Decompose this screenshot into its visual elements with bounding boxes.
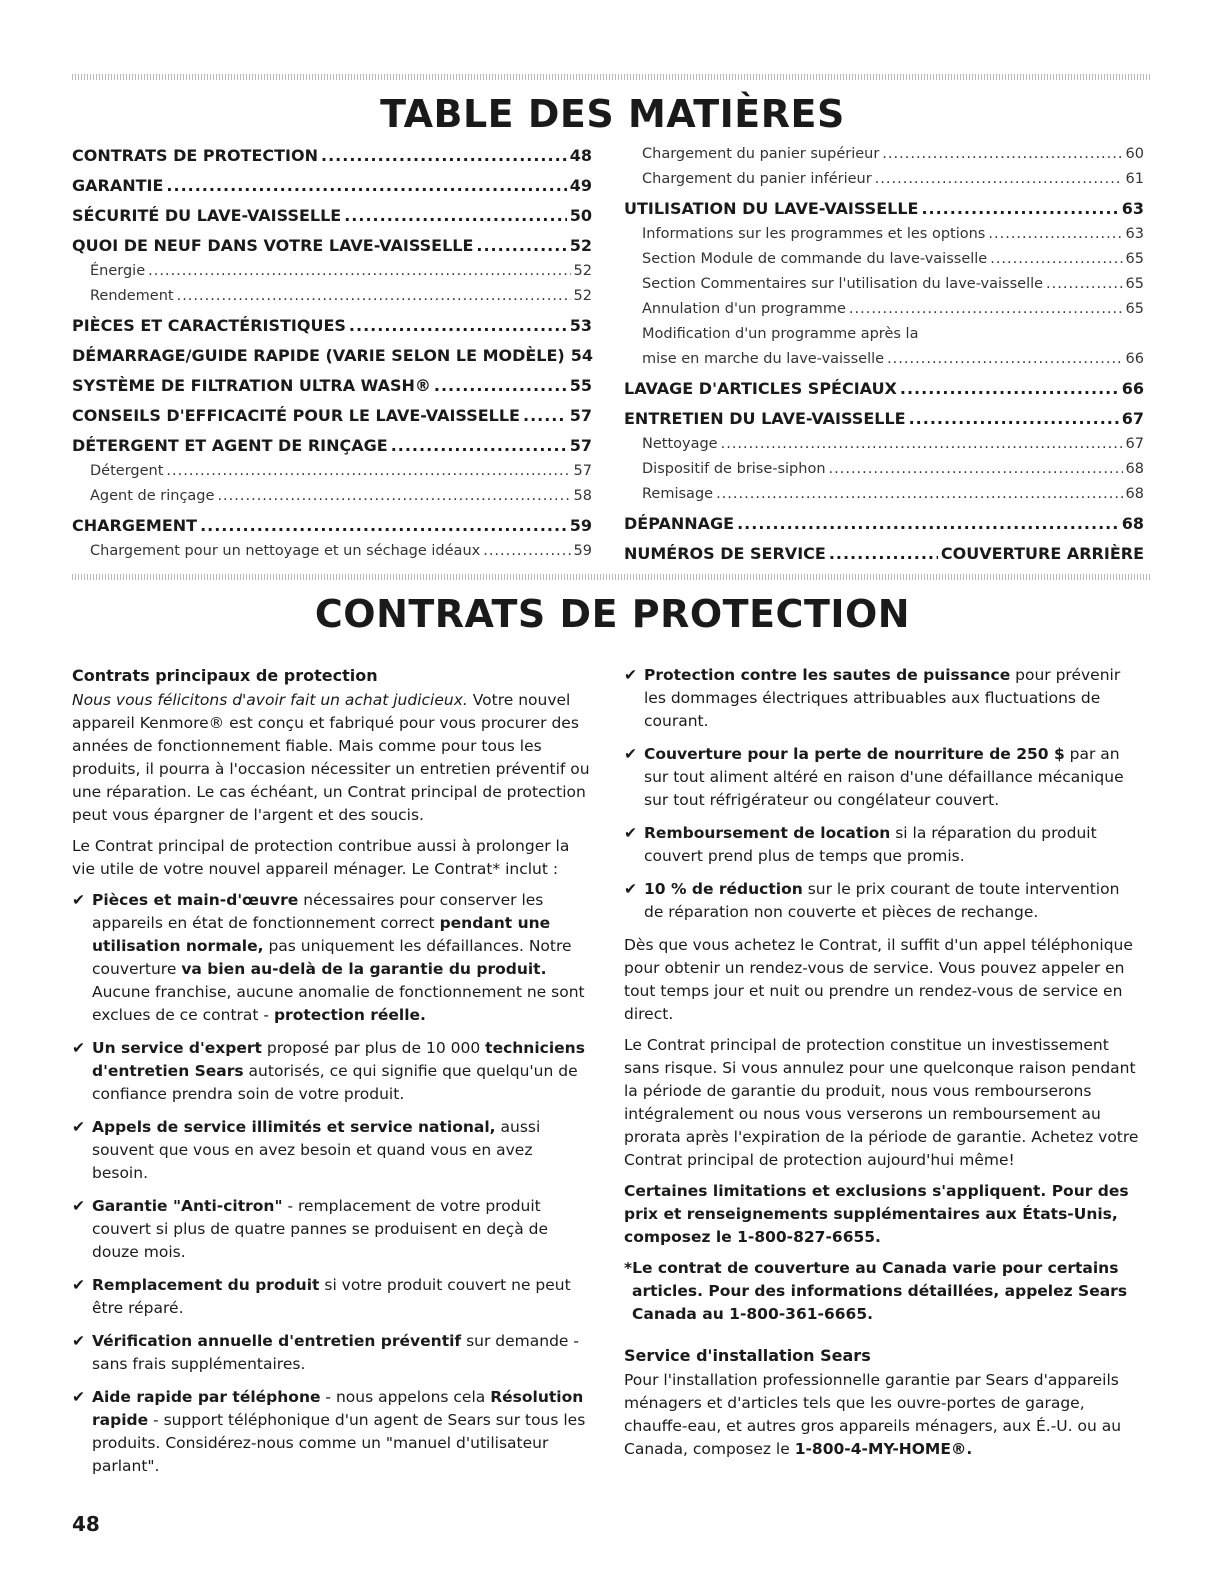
toc-entry-page: 68 — [1125, 486, 1144, 502]
toc-entry-page: 55 — [569, 376, 592, 395]
toc-entry-page: 52 — [573, 263, 592, 279]
toc-entry-label: ENTRETIEN DU LAVE-VAISSELLE — [624, 409, 906, 428]
toc-entry-page: COUVERTURE ARRIÈRE — [940, 544, 1144, 563]
toc-entry-label: Nettoyage — [642, 436, 718, 452]
risk-free-paragraph: Le Contrat principal de protection constitue un investissement sans risque. Si vous annulez pour une quelconque raison pendant la période de garantie du produit, nous vous rembourserons intégralement ou nous vous verserons un remboursement au prorata après l'expiration de la période de garantie. Achetez votre Contrat principal de protection aujourd'hui même! — [624, 1036, 1139, 1169]
toc-leader-dots — [1046, 276, 1123, 293]
toc-leader-dots — [909, 409, 1119, 428]
toc-entry — [72, 206, 592, 225]
left-column — [72, 664, 590, 1488]
toc-leader-dots — [523, 406, 567, 425]
toc-leader-dots — [716, 486, 1122, 503]
toc-entry-label: Section Commentaires sur l'utilisation du lave-vaisselle — [642, 276, 1044, 292]
toc-leader-dots — [166, 463, 570, 480]
toc-leader-dots — [166, 176, 566, 195]
benefit-parts-labor: ✔ Pièces et main-d'œuvre nécessaires pour conserver les appareils en état de fonctionnement correct pendant une utilisation normale, pas uniquement les défaillances. Notre couverture va bien au-delà de la garantie du produit. Aucune franchise, aucune anomalie de fonctionnement ne sont exclues de ce contrat - protection réelle. — [72, 891, 585, 1024]
toc-entry — [72, 516, 592, 535]
toc-leader-dots — [875, 171, 1123, 188]
toc-entry — [72, 316, 592, 335]
toc-entry-page: 60 — [1125, 146, 1144, 162]
toc-entry-page: 63 — [1125, 226, 1144, 242]
toc-entry — [72, 263, 592, 280]
toc-leader-dots — [829, 544, 938, 563]
toc-entry-page: 57 — [573, 463, 592, 479]
toc-leader-dots — [434, 376, 567, 395]
toc-entry-label: Énergie — [90, 263, 146, 279]
toc-entry-label: QUOI DE NEUF DANS VOTRE LAVE-VAISSELLE — [72, 236, 474, 255]
toc-entry-page: 49 — [569, 176, 592, 195]
toc-entry — [624, 436, 1144, 453]
toc-entry-label: Modification d'un programme après la — [642, 326, 919, 342]
toc-entry-label: NUMÉROS DE SERVICE — [624, 544, 826, 563]
toc-entry-label: Chargement du panier inférieur — [642, 171, 872, 187]
canada-note: *Le contrat de couverture au Canada varie pour certains articles. Pour des informations détaillées, appelez Sears Canada au 1-800-361-6665. — [624, 1259, 1128, 1323]
protection-heading: Contrats principaux de protection — [72, 666, 378, 685]
toc-entry-label: UTILISATION DU LAVE-VAISSELLE — [624, 199, 919, 218]
toc-leader-dots — [829, 461, 1123, 478]
toc-leader-dots — [900, 379, 1119, 398]
toc-leader-dots — [849, 301, 1123, 318]
benefit-annual-check: ✔ Vérification annuelle d'entretien préventif sur demande - sans frais supplémentaires. — [72, 1332, 579, 1373]
toc-leader-dots — [344, 206, 567, 225]
toc-title: TABLE DES MATIÈRES — [380, 92, 845, 136]
toc-leader-dots — [882, 146, 1122, 163]
toc-entry-label: SYSTÈME DE FILTRATION ULTRA WASH® — [72, 376, 431, 395]
toc-entry — [72, 406, 592, 425]
toc-entry-label: DÉPANNAGE — [624, 514, 735, 533]
benefit-product-replacement: ✔ Remplacement du produit si votre produit couvert ne peut être réparé. — [72, 1276, 571, 1317]
checkmark-icon: ✔ — [624, 666, 637, 684]
benefit-expert-service: ✔ Un service d'expert proposé par plus de 10 000 techniciens d'entretien Sears autorisés, ce qui signifie que quelqu'un de confiance prendra soin de votre produit. — [72, 1039, 585, 1103]
top-rule — [72, 74, 1152, 80]
toc-entry-label: Chargement du panier supérieur — [642, 146, 880, 162]
toc-entry — [624, 514, 1144, 533]
toc-entry-page: 59 — [573, 543, 592, 559]
page-number: 48 — [72, 1512, 100, 1536]
toc-leader-dots — [988, 226, 1122, 243]
toc-entry-label: PIÈCES ET CARACTÉRISTIQUES — [72, 316, 346, 335]
intro-paragraph: Nous vous félicitons d'avoir fait un achat judicieux. Votre nouvel appareil Kenmore® est conçu et fabriqué pour vous procurer des années de fonctionnement fiable. Mais comme pour tous les produits, il pourra à l'occasion nécessiter un entretien préventif ou une réparation. Le cas échéant, un Contrat principal de protection peut vous épargner de l'argent et des soucis. — [72, 691, 590, 824]
checkmark-icon: ✔ — [624, 880, 637, 898]
toc-entry — [72, 376, 592, 395]
toc-entry-label: SÉCURITÉ DU LAVE-VAISSELLE — [72, 206, 342, 225]
toc-entry — [624, 301, 1144, 318]
toc-leader-dots — [177, 288, 571, 305]
toc-entry — [624, 171, 1144, 188]
toc-entry-page: 52 — [573, 288, 592, 304]
toc-entry — [72, 488, 592, 505]
toc-entry — [624, 461, 1144, 478]
toc-entry-page: 68 — [1125, 461, 1144, 477]
appointment-paragraph: Dès que vous achetez le Contrat, il suffit d'un appel téléphonique pour obtenir un rendez-vous de service. Vous pouvez appeler en tout temps jour et nuit ou prendre un rendez-vous de service en direct. — [624, 936, 1133, 1023]
toc-entry-page: 67 — [1121, 409, 1144, 428]
checkmark-icon: ✔ — [624, 745, 637, 763]
toc-entry — [72, 436, 592, 455]
toc-entry-label: GARANTIE — [72, 176, 164, 195]
toc-entry-page: 53 — [569, 316, 592, 335]
toc-leader-dots — [887, 351, 1122, 368]
toc-entry-label: CONTRATS DE PROTECTION — [72, 146, 318, 165]
checkmark-icon: ✔ — [72, 891, 85, 909]
toc-entry-label: Rendement — [90, 288, 174, 304]
checkmark-icon: ✔ — [72, 1197, 85, 1215]
toc-entry-label: Détergent — [90, 463, 164, 479]
toc-entry-label: Informations sur les programmes et les options — [642, 226, 986, 242]
benefit-food-loss: ✔ Couverture pour la perte de nourriture de 250 $ par an sur tout aliment altéré en raison d'une défaillance mécanique sur tout réfrigérateur ou congélateur couvert. — [624, 745, 1124, 809]
toc-entry-label: Agent de rinçage — [90, 488, 215, 504]
toc-leader-dots — [321, 146, 567, 165]
middle-rule — [72, 574, 1152, 580]
checkmark-icon: ✔ — [72, 1332, 85, 1350]
toc-leader-dots — [217, 488, 570, 505]
toc-entry — [624, 351, 1144, 368]
installation-heading: Service d'installation Sears — [624, 1346, 871, 1365]
right-column — [624, 664, 1142, 1469]
toc-entry-label: Remisage — [642, 486, 714, 502]
toc-leader-dots — [483, 543, 570, 560]
toc-entry-label: DÉMARRAGE/GUIDE RAPIDE (VARIE SELON LE MODÈLE) — [72, 346, 565, 365]
toc-entry-label: Dispositif de brise-siphon — [642, 461, 826, 477]
toc-entry — [72, 236, 592, 255]
toc-entry-label: Chargement pour un nettoyage et un séchage idéaux — [90, 543, 481, 559]
benefit-phone-help: ✔ Aide rapide par téléphone - nous appelons cela Résolution rapide - support téléphonique d'un agent de Sears sur tous les produits. Considérez-nous comme un "manuel d'utilisateur parlant". — [72, 1388, 586, 1475]
toc-leader-dots — [737, 514, 1119, 533]
toc-leader-dots — [476, 236, 566, 255]
toc-leader-dots — [990, 251, 1122, 268]
toc-leader-dots — [200, 516, 567, 535]
section-title: CONTRATS DE PROTECTION — [314, 592, 911, 636]
toc-entry — [624, 409, 1144, 428]
toc-entry-page: 48 — [569, 146, 592, 165]
toc-entry-page: 65 — [1125, 301, 1144, 317]
benefit-power-surge: ✔ Protection contre les sautes de puissance pour prévenir les dommages électriques attribuables aux fluctuations de courant. — [624, 666, 1121, 730]
installation-paragraph: Pour l'installation professionnelle garantie par Sears d'appareils ménagers et d'articles tels que les ouvre-portes de garage, chauffe-eau, et autres gros appareils ménagers, aux É.-U. ou au Canada, composez le 1-800-4-MY-HOME®. — [624, 1371, 1122, 1458]
toc-leader-dots — [349, 316, 567, 335]
toc-entry — [624, 251, 1144, 268]
toc-entry — [624, 544, 1144, 563]
limitations-paragraph: Certaines limitations et exclusions s'appliquent. Pour des prix et renseignements supplémentaires aux États-Unis, composez le 1-800-827-6655. — [624, 1182, 1129, 1246]
toc-entry — [624, 146, 1144, 163]
toc-entry — [624, 326, 1144, 343]
toc-entry-page: 57 — [569, 406, 592, 425]
toc-entry-page: 52 — [569, 236, 592, 255]
checkmark-icon: ✔ — [624, 824, 637, 842]
toc-entry-page: 57 — [569, 436, 592, 455]
toc-entry — [72, 146, 592, 165]
benefit-discount: ✔ 10 % de réduction sur le prix courant de toute intervention de réparation non couverte et pièces de rechange. — [624, 880, 1120, 921]
toc-leader-dots — [721, 436, 1123, 453]
toc-entry — [624, 199, 1144, 218]
toc-entry — [624, 276, 1144, 293]
toc-entry-page: 65 — [1125, 276, 1144, 292]
toc-entry-page: 63 — [1121, 199, 1144, 218]
toc-entry-page: 66 — [1125, 351, 1144, 367]
toc-entry — [72, 543, 592, 560]
toc-entry-label: CONSEILS D'EFFICACITÉ POUR LE LAVE-VAISSELLE — [72, 406, 520, 425]
checkmark-icon: ✔ — [72, 1039, 85, 1057]
toc-entry-page: 59 — [569, 516, 592, 535]
benefit-rental-reimbursement: ✔ Remboursement de location si la réparation du produit couvert prend plus de temps que promis. — [624, 824, 1097, 865]
toc-entry-page: 67 — [1125, 436, 1144, 452]
checkmark-icon: ✔ — [72, 1276, 85, 1294]
checkmark-icon: ✔ — [72, 1118, 85, 1136]
toc-entry-page: 61 — [1125, 171, 1144, 187]
toc-entry-page: 66 — [1121, 379, 1144, 398]
checkmark-icon: ✔ — [72, 1388, 85, 1406]
toc-left-column — [72, 146, 592, 560]
toc-entry — [624, 226, 1144, 243]
toc-right-column — [624, 146, 1144, 563]
toc-entry-label: DÉTERGENT ET AGENT DE RINÇAGE — [72, 436, 388, 455]
toc-entry-page: 58 — [573, 488, 592, 504]
toc-entry-label: mise en marche du lave-vaisselle — [642, 351, 885, 367]
benefit-lemon-guarantee: ✔ Garantie "Anti-citron" - remplacement de votre produit couvert si plus de quatre pannes se produisent en deçà de douze mois. — [72, 1197, 549, 1261]
toc-leader-dots — [148, 263, 570, 280]
toc-entry-label: CHARGEMENT — [72, 516, 198, 535]
toc-entry-label: Section Module de commande du lave-vaisselle — [642, 251, 988, 267]
toc-entry — [72, 288, 592, 305]
toc-entry — [72, 346, 592, 365]
contract-paragraph: Le Contrat principal de protection contribue aussi à prolonger la vie utile de votre nouvel appareil ménager. Le Contrat* inclut : — [72, 837, 570, 878]
toc-entry-page: 65 — [1125, 251, 1144, 267]
toc-entry — [72, 176, 592, 195]
toc-entry-page: 68 — [1121, 514, 1144, 533]
toc-entry — [624, 486, 1144, 503]
toc-entry-label: LAVAGE D'ARTICLES SPÉCIAUX — [624, 379, 897, 398]
toc-leader-dots — [921, 199, 1118, 218]
toc-entry-label: Annulation d'un programme — [642, 301, 846, 317]
toc-leader-dots — [391, 436, 567, 455]
toc-entry — [72, 463, 592, 480]
toc-entry-page: 50 — [569, 206, 592, 225]
benefit-unlimited-calls: ✔ Appels de service illimités et service national, aussi souvent que vous en avez besoin et quand vous en avez besoin. — [72, 1118, 541, 1182]
toc-entry-page: 54 — [570, 346, 594, 365]
toc-entry — [624, 379, 1144, 398]
